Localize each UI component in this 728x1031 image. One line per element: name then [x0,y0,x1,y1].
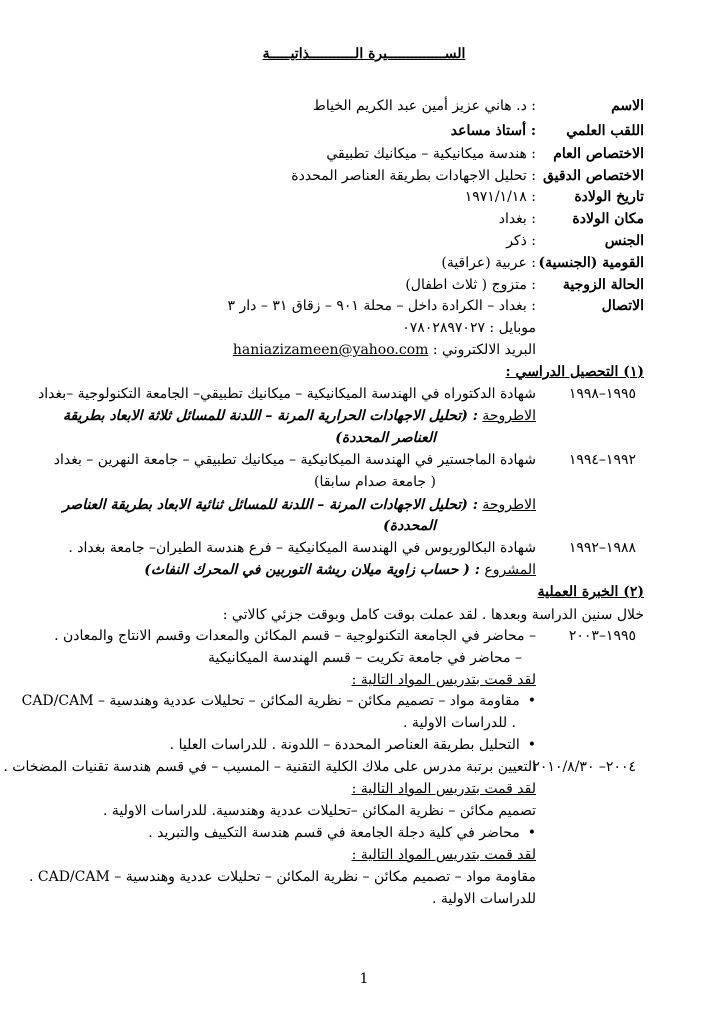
phd-thesis-label: الاطروحة [482,408,536,424]
msc-years: ١٩٩٢–١٩٩٤ [568,452,636,468]
value-specific-specialty: : تحليل الاجهادات بطريقة العناصر المحددة [291,168,536,184]
period2-line4: للدراسات الاولية . [431,891,536,907]
bsc-years: ١٩٨٨–١٩٩٢ [568,540,636,556]
period1-bullet1: • مقاومة مواد – تصميم مكائن – نظرية المكائن – تحليلات عددية وهندسية – CAD/CAM [22,693,536,709]
experience-intro: خلال سنين الدراسة وبعدها . لقد عملت بوقت كامل وبوقت جزئي كالاتي : [222,607,644,623]
bsc-degree: شهادة البكالوريوس في الهندسة الميكانيكية – فرع هندسة الطيران– جامعة بغداد . [68,540,536,556]
bsc-project-label: المشروع [484,562,536,578]
value-gender: : ذكر [506,233,536,249]
period1-line1: – محاضر في الجامعة التكنولوجية – قسم المكائن والمعدات وقسم الانتاج والمعادن . [54,628,536,644]
phd-years: ١٩٩٥–١٩٩٨ [568,386,636,402]
period2-taught: لقد قمت بتدريس المواد التالية : [351,781,536,797]
value-nationality: : عربية (عراقية) [441,255,536,271]
value-email-row [233,342,536,358]
value-name: : د. هاني عزيز أمين عبد الكريم الخياط [312,98,536,114]
page-title: الســــــــــــــيرة الـــــــــــذاتيـــــة [262,46,466,62]
period2-line3: مقاومة مواد – تصميم مكائن – نظرية المكائن – تحليلات عددية وهندسية – CAD/CAM . [28,869,536,885]
label-birth-date: تاريخ الولادة [574,189,644,205]
label-birth-place: مكان الولادة [572,211,644,227]
phd-thesis-title: : (تحليل الاجهادات الحرارية المرنة – اللدنة للمسائل ثلاثة الابعاد بطريقة [62,408,478,424]
label-gender: الجنس [604,233,644,249]
period1-taught: لقد قمت بتدريس المواد التالية : [351,672,536,688]
msc-thesis-label: الاطروحة [482,497,536,513]
value-general-specialty: : هندسة ميكانيكية – ميكانيك تطبيقي [326,146,536,162]
bsc-project [144,562,536,578]
period1-years: ١٩٩٥–٢٠٠٣ [568,628,636,644]
value-marital-status: : متزوج ( ثلاث اطفال) [405,277,536,293]
value-birth-place: : بغداد [498,211,536,227]
period1-line2: – محاضر في جامعة تكريت – قسم الهندسة الميكانيكية [207,650,522,666]
email-link[interactable]: haniazizameen@yahoo.com [232,342,429,358]
msc-thesis [63,497,536,513]
phd-thesis-cont: العناصر المحددة) [335,430,436,446]
period2-taught2: لقد قمت بتدريس المواد التالية : [351,847,536,863]
education-heading: (١) التحصيل الدراسي : [505,364,644,380]
label-specific-specialty: الاختصاص الدقيق [542,168,644,184]
value-mobile: موبايل : ٠٧٨٠٢٨٩٧٠٢٧ [402,320,536,336]
period2-line1: التعيين برتبة مدرس على ملاك الكلية التقنية – المسيب – في قسم هندسة تقنيات المضخات . [3,759,536,775]
label-contact: الاتصال [601,298,644,314]
email-label: البريد الالكتروني : [432,342,536,358]
label-marital-status: الحالة الزوجية [562,277,644,293]
period2-line2: تصميم مكائن – نظرية المكائن –تحليلات عددية وهندسية. للدراسات الاولية . [103,803,536,819]
phd-thesis [63,408,536,424]
label-name: الاسم [611,98,644,114]
page-number: 1 [359,971,369,987]
msc-degree: شهادة الماجستير في الهندسة الميكانيكية – ميكانيك تطبيقي – جامعة النهرين – بغداد [53,452,536,468]
period1-bullet1-cont: . للدراسات الاولية . [403,715,516,731]
bsc-project-title: : ( حساب زاوية ميلان ريشة التوربين في المحرك النفاث) [144,562,480,578]
msc-former-name: ( جامعة صدام سابقا) [314,474,436,490]
period2-bullet: • محاضر في كلية دجلة الجامعة في قسم هندسة التكييف والتبريد . [148,825,536,841]
experience-heading: (٢) الخبرة العملية [537,584,644,600]
period1-bullet2: • التحليل بطريقة العناصر المحددة – اللدونة . للدراسات العليا . [170,737,536,753]
value-birth-date: : ١٩٧١/١/١٨ [464,189,536,205]
label-nationality: القومية (الجنسية) [538,255,644,271]
label-general-specialty: الاختصاص العام [553,146,644,162]
msc-thesis-title: : (تحليل الاجهادات المرنة – اللدنة للمسائل ثنائية الابعاد بطريقة العناصر [62,497,478,513]
phd-degree: شهادة الدكتوراه في الهندسة الميكانيكية – ميكانيك تطبيقي– الجامعة التكنولوجية –بغداد [38,386,536,402]
value-title: : أستاذ مساعد [450,123,536,139]
msc-thesis-cont: المحددة) [383,518,436,534]
period2-years: ٢٠٠٤– ٢٠١٠/٨/٣٠ [532,759,636,775]
label-title: اللقب العلمي [566,123,644,139]
value-address: : بغداد – الكرادة داخل – محلة ٩٠١ – زقاق ٣١ – دار ٣ [227,298,536,314]
